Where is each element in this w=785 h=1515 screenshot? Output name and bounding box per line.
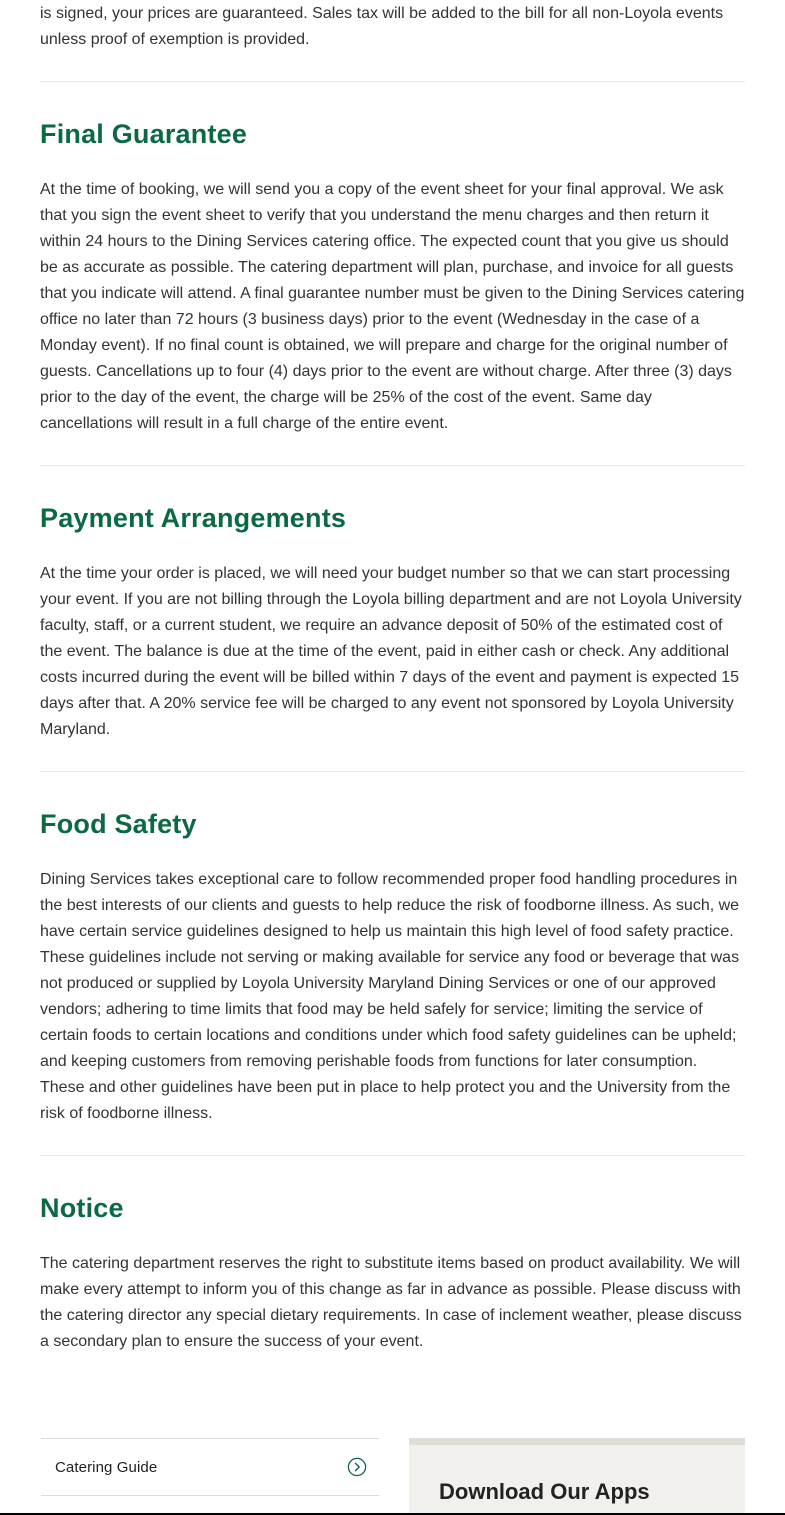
section-title-final-guarantee: Final Guarantee bbox=[40, 119, 248, 149]
download-apps-title: Download Our Apps bbox=[439, 1479, 650, 1504]
chevron-right-circle-icon bbox=[347, 1457, 367, 1477]
section-body-notice: The catering department reserves the right to substitute items based on product availability. We will make every attempt to inform you of this change as far in advance as possible. Please discuss with the catering director any special dietary requirements. In case of inclement weather, please discuss a secondary plan to ensure the success of your event. bbox=[40, 1255, 742, 1350]
section-body-payment-arrangements: At the time your order is placed, we will need your budget number so that we can start processing your event. If you are not billing through the Loyola billing department and are not Loyola University faculty, staff, or a current student, we require an advance deposit of 50% of the estimated cost of the event. The balance is due at the time of the event, paid in either cash or check. Any additional costs incurred during the event will be billed within 7 days of the event and payment is expected 15 days after that. A 20% service fee will be charged to any event not sponsored by Loyola University Maryland. bbox=[40, 565, 742, 738]
intro-paragraph: is signed, your prices are guaranteed. Sales tax will be added to the bill for all non-Loyola events unless proof of exemption is provided. bbox=[40, 5, 724, 48]
section-divider bbox=[40, 465, 745, 466]
section-body-food-safety: Dining Services takes exceptional care to follow recommended proper food handling procedures in the best interests of our clients and guests to help reduce the risk of foodborne illness. As such, we have certain service guidelines designed to help us maintain this high level of food safety practice. These guidelines include not serving or making available for service any food or beverage that was not produced or supplied by Loyola University Maryland Dining Services or one of our approved vendors; adhering to time limits that food may be held safely for service; limiting the service of certain foods to certain locations and conditions under which food safety guidelines can be upheld; and keeping customers from removing perishable foods from functions for later consumption. These and other guidelines have been put in place to help protect you and the University from the risk of foodborne illness. bbox=[40, 871, 740, 1122]
catering-guide-label: Catering Guide bbox=[55, 1458, 158, 1476]
footer-widgets bbox=[40, 1438, 745, 1515]
download-apps-panel bbox=[409, 1438, 745, 1515]
section-divider bbox=[40, 81, 745, 82]
main-content bbox=[40, 0, 745, 1355]
section-title-notice: Notice bbox=[40, 1193, 124, 1223]
section-title-payment-arrangements: Payment Arrangements bbox=[40, 503, 347, 533]
section-divider bbox=[40, 1155, 745, 1156]
section-title-food-safety: Food Safety bbox=[40, 809, 197, 839]
section-divider bbox=[40, 771, 745, 772]
section-body-final-guarantee: At the time of booking, we will send you a copy of the event sheet for your final approval. We ask that you sign the event sheet to verify that you understand the menu charges and then return it within 24 hours to the Dining Services catering office. The expected count that you give us should be as accurate as possible. The catering department will plan, purchase, and invoice for all guests that you indicate will attend. A final guarantee number must be given to the Dining Services catering office no later than 72 hours (3 business days) prior to the event (Wednesday in the case of a Monday event). If no final count is obtained, we will prepare and charge for the original number of guests. Cancellations up to four (4) days prior to the event are without charge. After three (3) days prior to the day of the event, the charge will be 25% of the cost of the event. Same day cancellations will result in a full charge of the entire event. bbox=[40, 181, 745, 432]
catering-guide-link[interactable] bbox=[41, 1438, 379, 1496]
